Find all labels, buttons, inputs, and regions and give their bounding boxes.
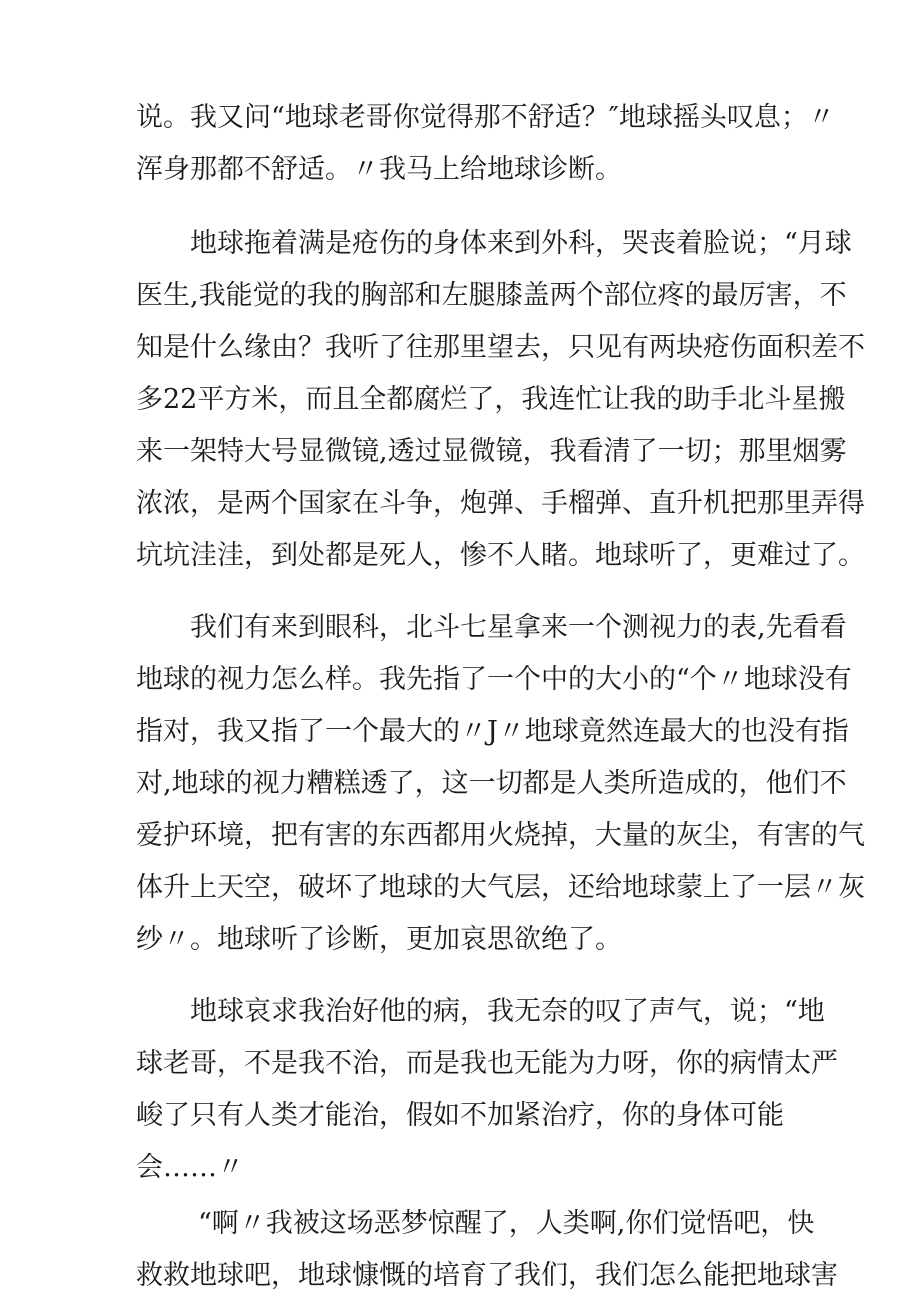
- text-line: 体升上天空，破坏了地球的大气层，还给地球蒙上了一层〃灰: [136, 872, 865, 903]
- paragraph-start-line: “啊〃我被这场恶梦惊醒了，人类啊,你们觉悟吧，快: [198, 1208, 815, 1239]
- text-line: 来一架特大号显微镜,透过显微镜，我看清了一切；那里烟雾: [136, 436, 847, 467]
- text-line: 爱护环境，把有害的东西都用火烧掉，大量的灰尘，有害的气: [136, 820, 865, 851]
- text-line: 球老哥，不是我不治，而是我也无能为力呀，你的病情太严: [136, 1048, 838, 1079]
- paragraph-start-line: 我们有来到眼科，北斗七星拿来一个测视力的表,先看看: [190, 612, 847, 643]
- paragraph-start-line: 地球哀求我治好他的病，我无奈的叹了声气，说；“地: [190, 996, 825, 1027]
- text-line: 救救地球吧，地球慷慨的培育了我们，我们怎么能把地球害: [136, 1260, 838, 1291]
- text-line: 纱〃。地球听了诊断，更加哀思欲绝了。: [136, 924, 622, 955]
- text-line: 多22平方米，而且全都腐烂了，我连忙让我的助手北斗星搬: [136, 384, 846, 415]
- text-line: 对,地球的视力糟糕透了，这一切都是人类所造成的，他们不: [136, 768, 847, 799]
- text-line: 地球的视力怎么样。我先指了一个中的大小的“个〃地球没有: [136, 664, 852, 695]
- paragraph-start-line: 地球拖着满是疮伤的身体来到外科，哭丧着脸说；“月球: [190, 228, 852, 259]
- text-line: 浓浓，是两个国家在斗争，炮弹、手榴弹、直升机把那里弄得: [136, 488, 865, 519]
- text-line: 知是什么缘由？我听了往那里望去，只见有两块疮伤面积差不: [136, 332, 865, 363]
- text-line: 医生,我能觉的我的胸部和左腿膝盖两个部位疼的最厉害，不: [136, 280, 847, 311]
- text-line: 说。我又问“地球老哥你觉得那不舒适？″地球摇头叹息；〃: [136, 102, 835, 133]
- text-line: 指对，我又指了一个最大的〃J〃地球竟然连最大的也没有指: [136, 716, 849, 747]
- text-line: 会……〃: [136, 1152, 244, 1183]
- text-line: 坑坑洼洼，到处都是死人，惨不人睹。地球听了，更难过了。: [136, 540, 865, 571]
- text-line: 峻了只有人类才能治，假如不加紧治疗，你的身体可能: [136, 1100, 784, 1131]
- text-line: 浑身那都不舒适。〃我马上给地球诊断。: [136, 154, 622, 185]
